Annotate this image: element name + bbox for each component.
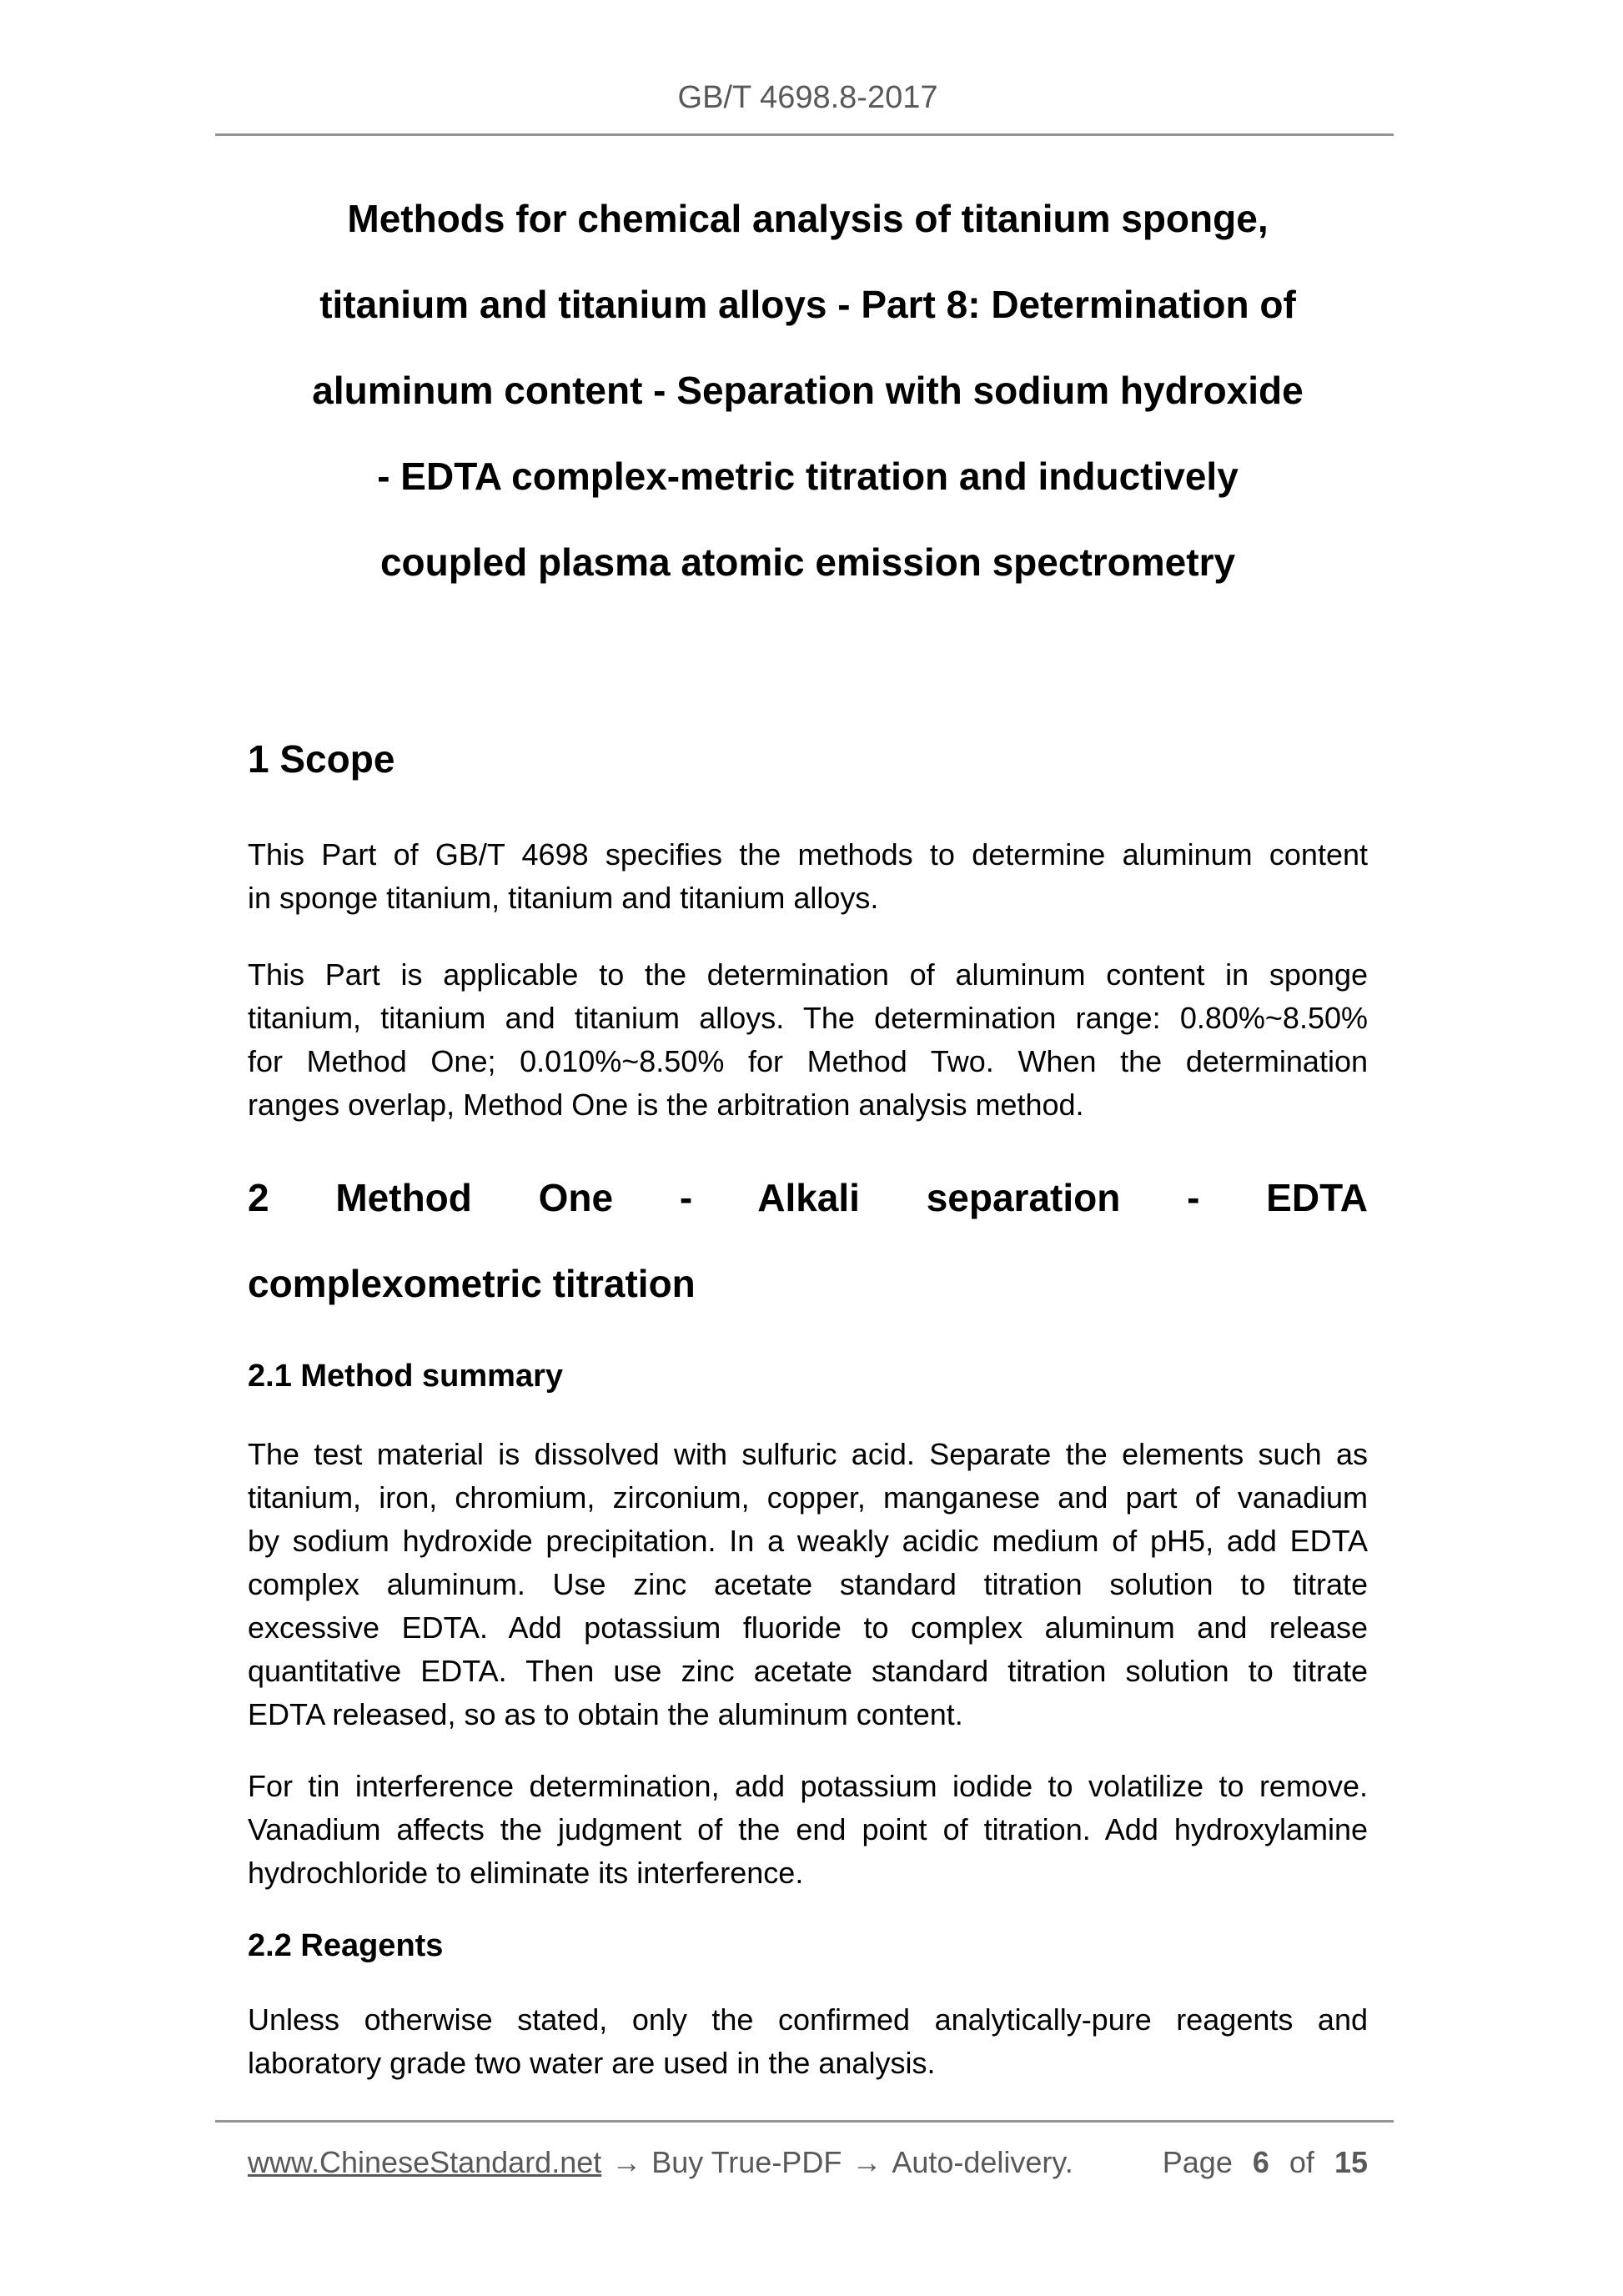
section-2-2-reagents-heading: 2.2 Reagents bbox=[248, 1928, 444, 1963]
text-line: titanium and titanium alloys - Part 8: Determination of bbox=[319, 283, 1296, 326]
chinesestandard-link[interactable]: www.ChineseStandard.net bbox=[248, 2145, 602, 2179]
footer-divider bbox=[215, 2120, 1394, 2123]
section-1-scope-heading: 1 Scope bbox=[248, 737, 395, 781]
page-content bbox=[248, 78, 1368, 2181]
text-line: Vanadium affects the judgment of the end point of titration. Add hydroxylamine bbox=[248, 1812, 1368, 1846]
text-line: titanium, titanium and titanium alloys. The determination range: 0.80%~8.50% bbox=[248, 1001, 1368, 1035]
text-line: For tin interference determination, add potassium iodide to volatilize to remove. bbox=[248, 1769, 1368, 1803]
text-line: This Part of GB/T 4698 specifies the methods to determine aluminum content bbox=[248, 837, 1368, 872]
text-line: EDTA released, so as to obtain the aluminum content. bbox=[248, 1697, 963, 1731]
text-line: This Part is applicable to the determination of aluminum content in sponge bbox=[248, 957, 1368, 992]
footer-step-delivery: Auto-delivery. bbox=[892, 2145, 1073, 2179]
right-arrow-icon: → bbox=[852, 2145, 882, 2179]
text-line: ranges overlap, Method One is the arbitration analysis method. bbox=[248, 1088, 1084, 1122]
method-summary-paragraph bbox=[248, 1433, 1368, 1736]
section-2-method-one-heading bbox=[248, 1155, 1368, 1327]
right-arrow-icon: → bbox=[611, 2145, 642, 2179]
page-indicator bbox=[1163, 2144, 1368, 2181]
text-line: for Method One; 0.010%~8.50% for Method Two. When the determination bbox=[248, 1044, 1368, 1078]
text-line: titanium, iron, chromium, zirconium, copper, manganese and part of vanadium bbox=[248, 1480, 1368, 1515]
document-title bbox=[248, 176, 1368, 605]
text-line: hydrochloride to eliminate its interference. bbox=[248, 1856, 804, 1890]
scope-paragraph-2 bbox=[248, 953, 1368, 1127]
total-pages: 15 bbox=[1334, 2145, 1368, 2179]
section-2-1-method-summary-heading: 2.1 Method summary bbox=[248, 1359, 563, 1394]
scope-paragraph-1 bbox=[248, 833, 1368, 920]
text-line: Methods for chemical analysis of titanium sponge, bbox=[347, 197, 1269, 240]
of-word: of bbox=[1289, 2145, 1314, 2179]
text-line: The test material is dissolved with sulfuric acid. Separate the elements such as bbox=[248, 1437, 1368, 1471]
standard-code-header: GB/T 4698.8-2017 bbox=[677, 80, 938, 115]
text-line: coupled plasma atomic emission spectrometry bbox=[379, 540, 1236, 584]
footer-step-buy: Buy True-PDF bbox=[651, 2145, 842, 2179]
text-line: by sodium hydroxide precipitation. In a weakly acidic medium of pH5, add EDTA bbox=[248, 1524, 1368, 1558]
footer-info bbox=[248, 2144, 1073, 2181]
page-number: 6 bbox=[1252, 2145, 1269, 2179]
header-divider bbox=[215, 133, 1394, 136]
text-line: - EDTA complex-metric titration and inductively bbox=[377, 455, 1239, 498]
text-line: excessive EDTA. Add potassium fluoride to complex aluminum and release bbox=[248, 1610, 1368, 1645]
text-line: aluminum content - Separation with sodium hydroxide bbox=[312, 369, 1304, 412]
text-line: quantitative EDTA. Then use zinc acetate standard titration solution to titrate bbox=[248, 1654, 1368, 1688]
text-line: complexometric titration bbox=[248, 1262, 696, 1305]
text-line: complex aluminum. Use zinc acetate standard titration solution to titrate bbox=[248, 1567, 1368, 1601]
text-line: in sponge titanium, titanium and titanium alloys. bbox=[248, 881, 879, 915]
text-line: Unless otherwise stated, only the confirmed analytically-pure reagents and bbox=[248, 2002, 1368, 2037]
page-footer bbox=[248, 2144, 1368, 2181]
text-line: laboratory grade two water are used in the analysis. bbox=[248, 2046, 936, 2080]
interference-paragraph bbox=[248, 1765, 1368, 1895]
reagents-paragraph bbox=[248, 1998, 1368, 2085]
page-word: Page bbox=[1162, 2145, 1233, 2179]
text-line: 2 Method One - Alkali separation - EDTA bbox=[248, 1176, 1368, 1219]
